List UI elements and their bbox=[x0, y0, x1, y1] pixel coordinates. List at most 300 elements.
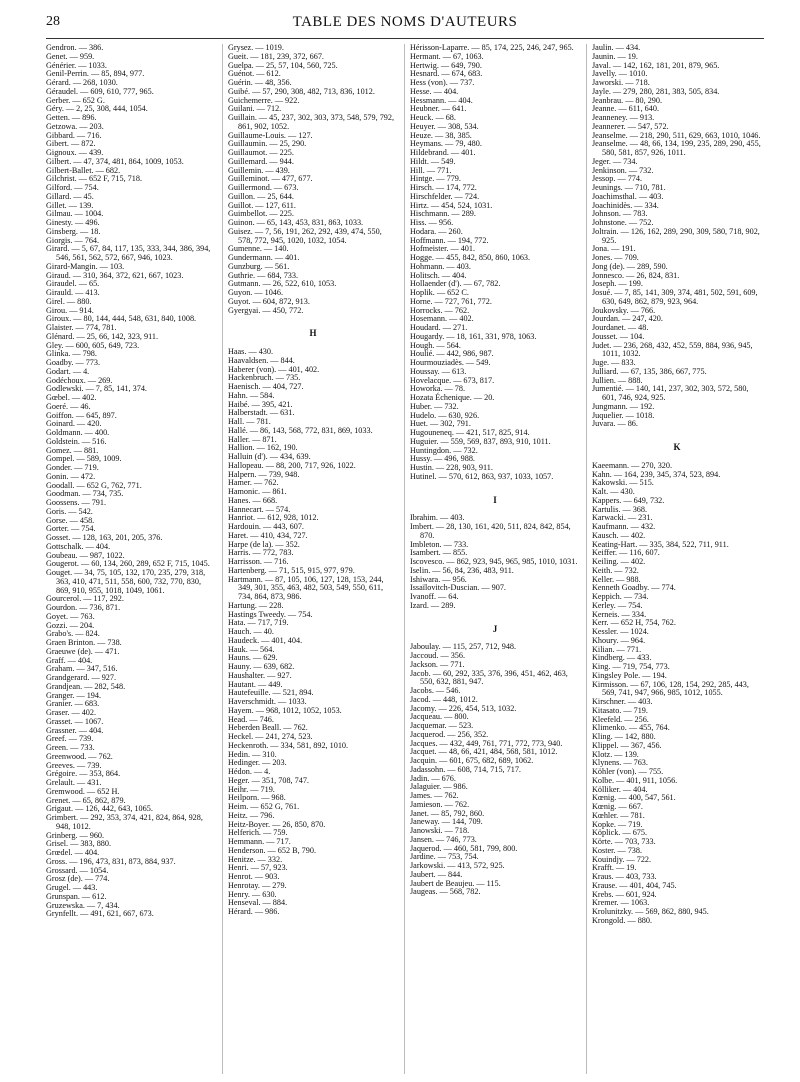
index-entry: Gilmau. — 1004. bbox=[46, 209, 104, 219]
index-entry: Hayem. — 968, 1012, 1052, 1053. bbox=[228, 705, 342, 715]
index-entry: Jeger. — 734. bbox=[592, 156, 638, 166]
index-entry: Hautant. — 449. bbox=[228, 679, 283, 689]
column-divider bbox=[404, 44, 405, 1074]
index-entry: Hosemann. — 402. bbox=[410, 314, 474, 324]
index-entry: Hussy. — 496, 988. bbox=[410, 454, 475, 464]
index-entry: Kerr. — 652 H, 754, 762. bbox=[592, 618, 676, 628]
index-entry: Heckel. — 241, 274, 523. bbox=[228, 732, 313, 741]
index-entry: Guilleminot. — 477, 677. bbox=[228, 174, 313, 184]
index-entry: Jalaguier. — 986. bbox=[410, 782, 468, 792]
index-entry: Kling. — 142, 880. bbox=[592, 732, 656, 741]
index-entry: Grynfellt. — 491, 621, 667, 673. bbox=[46, 909, 154, 919]
column-divider bbox=[222, 44, 223, 1074]
index-entry: Jadin. — 676. bbox=[410, 773, 456, 783]
index-entry: Jacquemar. — 523. bbox=[410, 721, 474, 730]
index-entry: Kœnig. — 400, 547, 561. bbox=[592, 793, 676, 803]
index-entry: Goodall. — 652 G, 762, 771. bbox=[46, 480, 142, 490]
index-entry: Gross. — 196, 473, 831, 873, 884, 937. bbox=[46, 856, 176, 866]
index-entry: Krafft. — 19. bbox=[592, 863, 637, 873]
index-entry: Giraudel. — 65. bbox=[46, 279, 100, 289]
index-entry: Heymans. — 79, 480. bbox=[410, 139, 482, 149]
index-entry: Guillemard. — 944. bbox=[228, 156, 294, 166]
index-entry: Hamer. — 762. bbox=[228, 478, 279, 488]
index-entry: Guyon. — 1046. bbox=[228, 288, 284, 297]
page-title: TABLE DES NOMS D'AUTEURS bbox=[292, 14, 518, 30]
index-entry: Grenet. — 65, 862, 879. bbox=[46, 795, 126, 805]
index-entry: Guthrie. — 684, 733. bbox=[228, 270, 299, 280]
index-entry: Hertwig. — 649, 790. bbox=[410, 60, 482, 70]
index-entry: Goris. — 542. bbox=[46, 506, 93, 516]
index-entry: Krolunitzky. — 569, 862, 880, 945. bbox=[592, 907, 709, 916]
index-entry: Hall. — 781. bbox=[228, 417, 271, 426]
index-entry: Glénard. — 25, 66, 142, 323, 911. bbox=[46, 331, 159, 341]
index-entry: Jumentié. — 140, 141, 237, 302, 303, 572, 580, 601, 746, 924, 925. bbox=[592, 384, 749, 402]
index-entry: Grœdel. — 404. bbox=[46, 848, 100, 857]
index-entry: Gomez. — 881. bbox=[46, 445, 99, 455]
index-entry: Grandjean. — 282, 548. bbox=[46, 681, 126, 691]
index-entry: Grelault. — 431. bbox=[46, 778, 102, 787]
index-entry: Hoplik. — 652 C. bbox=[410, 288, 469, 297]
index-entry: Gorse. — 458. bbox=[46, 515, 95, 525]
index-entry: Heger. — 351, 708, 747. bbox=[228, 775, 309, 785]
index-entry: Jarkowski. — 413, 572, 925. bbox=[410, 861, 505, 870]
index-entry: Goiffon. — 645, 897. bbox=[46, 410, 117, 420]
index-entry: Isambert. — 855. bbox=[410, 548, 468, 558]
index-entry: Kouindjy. — 722. bbox=[592, 854, 652, 864]
index-entry: Heckenroth. — 334, 581, 892, 1010. bbox=[228, 740, 349, 750]
index-entry: Jacquerod. — 256, 352. bbox=[410, 729, 489, 739]
index-entry: Ginesty. — 496. bbox=[46, 218, 100, 227]
index-entry: Jacques. — 432, 449, 761, 771, 772, 773, 940. bbox=[410, 738, 563, 748]
index-entry: Harrisson. — 716. bbox=[228, 557, 289, 566]
index-entry: Jeanselme. — 218, 290, 511, 629, 663, 1010, 1046. bbox=[592, 130, 761, 140]
index-entry: Gonder. — 719. bbox=[46, 463, 99, 472]
index-entry: Guillaume-Louis. — 127. bbox=[228, 130, 313, 140]
index-entry: Jeanneney. — 913. bbox=[592, 113, 655, 122]
index-entry: Hogge. — 455, 842, 850, 860, 1063. bbox=[410, 253, 531, 262]
index-entry: Juvara. — 86. bbox=[592, 419, 638, 429]
index-entry: Gottschalk. — 404. bbox=[46, 541, 111, 551]
section-letter: I bbox=[493, 494, 497, 505]
index-entry: Jacquet. — 48, 66, 421, 484, 568, 581, 1012. bbox=[410, 747, 558, 757]
index-entry: James. — 762. bbox=[410, 791, 459, 800]
index-entry: Henry. — 630. bbox=[228, 889, 277, 899]
index-entry: Kerley. — 754. bbox=[592, 600, 643, 610]
index-entry: Hartmann. — 87, 105, 106, 127, 128, 153, 244, 349, 301, 355, 463, 482, 503, 549, 550, 611, 734, 864, 873, 986. bbox=[228, 574, 384, 601]
index-entry: Hérisson-Laparre. — 85, 174, 225, 246, 247, 965. bbox=[410, 44, 574, 52]
index-entry: Jaugeas. — 568, 782. bbox=[410, 887, 481, 897]
index-entry: Hessmann. — 404. bbox=[410, 95, 473, 105]
index-entry: Grasset. — 1067. bbox=[46, 716, 104, 726]
index-entry: Keller. — 988. bbox=[592, 574, 641, 584]
index-entry: Hill. — 771. bbox=[410, 165, 452, 175]
index-entry: Judet. — 236, 268, 432, 452, 559, 884, 936, 945, 1011, 1032. bbox=[592, 340, 753, 359]
index-entry: Gillard. — 45. bbox=[46, 191, 94, 201]
index-entry: Géry. — 2, 25, 308, 444, 1054. bbox=[46, 104, 148, 114]
index-entry: Hischmann. — 289. bbox=[410, 209, 476, 219]
section-letter: H bbox=[309, 328, 317, 339]
index-entry: Hahn. — 584. bbox=[228, 390, 275, 400]
index-entry: Jourdanet. — 48. bbox=[592, 323, 649, 332]
index-entry: Jaubert de Beaujeu. — 115. bbox=[410, 878, 501, 888]
index-entry: Kremer. — 1063. bbox=[592, 898, 650, 908]
index-entry: Hesnard. — 674, 683. bbox=[410, 69, 483, 79]
index-entry: Gueit. — 181, 239, 372, 667. bbox=[228, 51, 324, 61]
index-entry: Head. — 746. bbox=[228, 714, 274, 724]
index-entry: Holitsch. — 404. bbox=[410, 270, 467, 280]
index-entry: Hermant. — 67, 1063. bbox=[410, 51, 484, 61]
index-entry: Graham. — 347, 516. bbox=[46, 664, 118, 674]
index-entry: Kessler. — 1024. bbox=[592, 627, 649, 636]
index-entry: Girauld. — 413. bbox=[46, 288, 100, 297]
index-entry: Huet. — 302, 791. bbox=[410, 419, 471, 429]
index-entry: Guillot. — 127, 611. bbox=[228, 200, 296, 210]
index-entry: Huber. — 732. bbox=[410, 401, 459, 411]
index-entry: Halpern. — 739, 948. bbox=[228, 469, 300, 479]
index-entry: Jeanne. — 611, 640. bbox=[592, 104, 660, 114]
index-entry: Gilbert. — 47, 374, 481, 864, 1009, 1053. bbox=[46, 156, 184, 166]
index-entry: Klippel. — 367, 456. bbox=[592, 740, 662, 750]
index-entry: Hirsch. — 174, 772. bbox=[410, 183, 477, 192]
index-entry: Hudelo. — 630, 926. bbox=[410, 410, 480, 420]
index-entry: Kaufmann. — 432. bbox=[592, 522, 656, 531]
index-entry: Heilporn. — 968. bbox=[228, 793, 286, 803]
index-entry: Keppich. — 734. bbox=[592, 592, 649, 601]
index-entry: Köhler (von). — 755. bbox=[592, 767, 664, 776]
index-entry: Hough. — 564. bbox=[410, 340, 461, 350]
index-entry: Kaeemann. — 270, 320. bbox=[592, 460, 673, 470]
index-entry: Heuck. — 68. bbox=[410, 113, 456, 122]
index-entry: Issaïlovitch-Duscian. — 907. bbox=[410, 583, 506, 593]
index-entry: Haller. — 871. bbox=[228, 434, 277, 444]
index-entry: Graen Brinton. — 738. bbox=[46, 638, 122, 647]
index-entry: Guénot. — 612. bbox=[228, 69, 281, 79]
index-entry: Hemmann. — 717. bbox=[228, 837, 291, 846]
index-entry: Giroux. — 80, 144, 444, 548, 631, 840, 1008. bbox=[46, 314, 197, 324]
index-entry: Hata. — 717, 719. bbox=[228, 618, 289, 628]
index-entry: Girel. — 880. bbox=[46, 296, 92, 306]
index-entry: Josué. — 7, 85, 141, 309, 374, 481, 502, 591, 609, 630, 649, 862, 879, 923, 964. bbox=[592, 288, 758, 306]
index-entry: Graser. — 402. bbox=[46, 708, 97, 717]
index-entry: Halluin (d'). — 434, 639. bbox=[228, 452, 311, 461]
index-entry: Gourcerol. — 117, 292. bbox=[46, 594, 124, 604]
index-entry: Hauch. — 40. bbox=[228, 627, 274, 636]
index-entry: Jeanbrau. — 80, 290. bbox=[592, 95, 663, 105]
page-number: 28 bbox=[46, 14, 60, 29]
index-entry: Goldmann. — 400. bbox=[46, 428, 110, 437]
index-entry: Hallopeau. — 88, 200, 717, 926, 1022. bbox=[228, 460, 356, 470]
index-entry: Kolbe. — 401, 911, 1056. bbox=[592, 775, 678, 785]
index-entry: Kœnig. — 667. bbox=[592, 802, 643, 811]
index-entry: Hougardy. — 18, 161, 331, 978, 1063. bbox=[410, 331, 537, 341]
index-entry: Hedin. — 310. bbox=[228, 749, 277, 759]
index-entry: Heuyer. — 308, 534. bbox=[410, 121, 479, 131]
index-entry: Guérin. — 48, 356. bbox=[228, 78, 292, 87]
index-entry: Hugouneneq. — 421, 517, 825, 914. bbox=[410, 428, 530, 437]
index-entry: Guimbellot. — 225. bbox=[228, 209, 294, 219]
index-entry: Jardine. — 753, 754. bbox=[410, 852, 479, 862]
index-entry: Gremwood. — 652 H. bbox=[46, 786, 120, 796]
index-entry: Heberden Beall. — 762. bbox=[228, 723, 308, 733]
index-entry: Guillain. — 45, 237, 302, 303, 373, 548, 579, 792, 861, 902, 1052. bbox=[228, 113, 395, 131]
index-entry: Goinard. — 420. bbox=[46, 419, 102, 429]
index-column-2 bbox=[228, 44, 398, 1074]
index-entry: Imbleton. — 733. bbox=[410, 539, 469, 549]
index-entry: Janet. — 85, 792, 860. bbox=[410, 808, 485, 818]
index-entry: Genet. — 959. bbox=[46, 51, 95, 61]
index-entry: Girard-Mangin. — 103. bbox=[46, 261, 125, 271]
index-entry: Getten. — 896. bbox=[46, 113, 97, 122]
index-entry: Gilford. — 754. bbox=[46, 183, 99, 192]
index-entry: Girard. — 5, 67, 84, 117, 135, 333, 344, 386, 394, 546, 561, 562, 572, 667, 946, 1023. bbox=[46, 244, 211, 262]
index-entry: Haverschmidt. — 1033. bbox=[228, 697, 307, 706]
index-entry: Joachinidès. — 334. bbox=[592, 200, 659, 210]
index-entry: Hiss. — 956. bbox=[410, 218, 454, 227]
index-entry: Jacob. — 60, 292, 335, 376, 396, 451, 462, 463, 550, 632, 881, 947. bbox=[410, 668, 568, 687]
index-entry: Howorka. — 78. bbox=[410, 384, 466, 394]
index-entry: Kappers. — 649, 732. bbox=[592, 495, 665, 505]
index-entry: Ginsberg. — 18. bbox=[46, 226, 101, 236]
index-entry: Grunspan. — 612. bbox=[46, 891, 107, 901]
index-entry: Gérard. — 268, 1030. bbox=[46, 78, 118, 87]
index-entry: Horne. — 727, 761, 772. bbox=[410, 296, 492, 306]
index-entry: Köplick. — 675. bbox=[592, 828, 648, 838]
index-entry: Jones. — 709. bbox=[592, 253, 639, 262]
index-entry: Grassner. — 404. bbox=[46, 725, 104, 735]
index-entry: Kenneth Goadby. — 774. bbox=[592, 583, 676, 593]
index-entry: Klimenko. — 455, 764. bbox=[592, 723, 670, 733]
index-entry: Greef. — 739. bbox=[46, 734, 94, 744]
index-entry: Heitz. — 796. bbox=[228, 810, 275, 820]
index-entry: Ibrahim. — 403. bbox=[410, 513, 465, 523]
index-entry: Grimbert. — 292, 353, 374, 421, 824, 864, 928, 948, 1012. bbox=[46, 813, 203, 831]
index-entry: Grosz (de). — 774. bbox=[46, 874, 110, 884]
index-entry: Haibé. — 395, 421. bbox=[228, 399, 293, 409]
section-letter: J bbox=[492, 623, 498, 634]
index-entry: Jungmann. — 192. bbox=[592, 401, 655, 411]
index-entry: Godlewski. — 7, 85, 141, 374. bbox=[46, 384, 147, 394]
index-entry: Goldstein. — 516. bbox=[46, 436, 107, 446]
index-entry: Guillaumin. — 25, 290. bbox=[228, 139, 307, 149]
index-entry: Goadby. — 773. bbox=[46, 358, 101, 367]
index-entry: Hutinel. — 570, 612, 863, 937, 1033, 1057. bbox=[410, 471, 554, 481]
index-entry: Gley. — 600, 605, 649, 723. bbox=[46, 340, 140, 350]
index-entry: Gunzburg. — 561. bbox=[228, 261, 290, 271]
index-entry: Jousset. — 104. bbox=[592, 331, 645, 341]
index-entry: Gorter. — 754. bbox=[46, 524, 96, 534]
index-entry: Joseph. — 199. bbox=[592, 279, 643, 289]
index-entry: Hanes. — 668. bbox=[228, 495, 278, 505]
index-entry: Guyot. — 604, 872, 913. bbox=[228, 296, 310, 306]
index-entry: Guillermond. — 673. bbox=[228, 183, 299, 192]
index-entry: Jourdan. — 247, 420. bbox=[592, 314, 663, 324]
index-entry: Grigaut. — 126, 442, 643, 1065. bbox=[46, 804, 153, 814]
index-entry: Hintge. — 779. bbox=[410, 174, 461, 184]
index-entry: Jacomy. — 226, 454, 513, 1032. bbox=[410, 703, 517, 713]
index-entry: Hamonic. — 861. bbox=[228, 487, 287, 496]
index-entry: Horrocks. — 762. bbox=[410, 305, 470, 315]
index-entry: Jaworski. — 718. bbox=[592, 78, 650, 87]
index-entry: Guilani. — 712. bbox=[228, 104, 282, 114]
index-entry: Johnson. — 783. bbox=[592, 209, 648, 219]
index-entry: Hirtz. — 454, 524, 1031. bbox=[410, 200, 493, 210]
index-entry: Hozata Échenique. — 20. bbox=[410, 393, 495, 402]
index-entry: Grisel. — 383, 880. bbox=[46, 839, 112, 849]
index-entry: Hartenberg. — 71, 515, 915, 977, 979. bbox=[228, 565, 355, 575]
index-entry: Houdard. — 271. bbox=[410, 323, 468, 332]
index-entry: Haudeck. — 401, 404. bbox=[228, 635, 303, 645]
index-entry: Heubner. — 641. bbox=[410, 104, 467, 114]
index-entry: Hastings Tweedy. — 754. bbox=[228, 609, 313, 619]
index-entry: Getzowa. — 203. bbox=[46, 121, 104, 131]
index-entry: Kirmisson. — 67, 106, 128, 154, 292, 285, 443, 569, 741, 947, 966, 985, 1012, 1055. bbox=[592, 679, 749, 698]
index-columns bbox=[46, 44, 764, 1074]
index-entry: Gillet. — 139. bbox=[46, 200, 94, 210]
index-entry: Huntingdon. — 732. bbox=[410, 445, 478, 455]
index-entry: Janowski. — 718. bbox=[410, 826, 470, 835]
index-entry: Gundermann. — 401. bbox=[228, 253, 300, 262]
index-entry: Hauk. — 564. bbox=[228, 644, 275, 654]
index-entry: Guillon. — 25, 644. bbox=[228, 191, 294, 201]
index-entry: Jessop. — 774. bbox=[592, 174, 643, 184]
index-entry: Kitasato. — 719. bbox=[592, 705, 648, 715]
index-entry: Gourdon. — 736, 871. bbox=[46, 603, 121, 612]
index-entry: Guelpa. — 25, 57, 104, 560, 725. bbox=[228, 60, 338, 70]
index-entry: Javal. — 142, 162, 181, 201, 879, 965. bbox=[592, 60, 720, 70]
index-entry: Jacquin. — 601, 675, 682, 689, 1062. bbox=[410, 756, 534, 765]
index-entry: Hallé. — 86, 143, 568, 772, 831, 869, 1033. bbox=[228, 425, 373, 435]
index-entry: Hildebrand. — 401. bbox=[410, 148, 476, 157]
index-entry: Glaister. — 774, 781. bbox=[46, 323, 117, 332]
index-entry: Gruzewska. — 7, 434. bbox=[46, 900, 120, 910]
index-entry: Heuze. — 38, 385. bbox=[410, 130, 472, 140]
index-entry: Jamieson. — 762. bbox=[410, 799, 470, 809]
index-entry: Guinon. — 65, 143, 453, 831, 863, 1033. bbox=[228, 218, 364, 227]
index-entry: Hirschfelder. — 724. bbox=[410, 191, 480, 201]
index-entry: Gozzi. — 204. bbox=[46, 620, 95, 630]
index-entry: Haenisch. — 404, 727. bbox=[228, 382, 304, 391]
index-entry: Grinberg. — 960. bbox=[46, 830, 105, 840]
index-entry: Ishiwara. — 956. bbox=[410, 574, 467, 584]
index-entry: Jansen. — 746, 773. bbox=[410, 834, 477, 844]
index-entry: Guillemin. — 439. bbox=[228, 165, 290, 175]
index-entry: Krongold. — 880. bbox=[592, 915, 653, 925]
index-entry: Henderson. — 652 B, 790. bbox=[228, 845, 317, 855]
index-entry: Jaccoud. — 356. bbox=[410, 651, 466, 660]
index-entry: Hartung. — 228. bbox=[228, 600, 284, 610]
index-entry: Gumenne. — 140. bbox=[228, 244, 289, 254]
index-entry: Juquelier. — 1018. bbox=[592, 410, 655, 420]
index-entry: Heihr. — 719. bbox=[228, 784, 275, 794]
index-entry: Kalt. — 430. bbox=[592, 487, 635, 496]
index-entry: Grabo's. — 824. bbox=[46, 629, 100, 639]
index-entry: Grandgerard. — 927. bbox=[46, 673, 117, 682]
index-entry: Huguier. — 559, 569, 837, 893, 910, 1011. bbox=[410, 436, 551, 446]
page-header bbox=[46, 14, 764, 36]
index-entry: Gilbert-Ballet. — 682. bbox=[46, 165, 121, 175]
index-entry: Hofmeister. — 401. bbox=[410, 244, 476, 254]
index-entry: Henseval. — 884. bbox=[228, 898, 288, 908]
index-entry: Girou. — 914. bbox=[46, 305, 94, 315]
index-entry: Hess (von). — 737. bbox=[410, 78, 475, 87]
index-entry: Jaulin. — 434. bbox=[592, 44, 641, 52]
index-entry: Klynens. — 763. bbox=[592, 758, 648, 768]
index-entry: Gignoux. — 439. bbox=[46, 148, 104, 157]
index-entry: Klotz. — 139. bbox=[592, 749, 639, 759]
index-entry: Guichemerre. — 922. bbox=[228, 95, 300, 105]
index-entry: Kakowski. — 515. bbox=[592, 478, 654, 488]
index-entry: Haas. — 430. bbox=[228, 347, 274, 356]
index-entry: Hohmann. — 403. bbox=[410, 261, 471, 271]
index-entry: Helferich. — 759. bbox=[228, 828, 288, 838]
index-entry: Jaubert. — 844. bbox=[410, 869, 463, 879]
index-entry: Kausch. — 402. bbox=[592, 530, 646, 540]
index-entry: Hoffmann. — 194, 772. bbox=[410, 235, 489, 245]
index-entry: Jaquerod. — 460, 581, 799, 800. bbox=[410, 843, 518, 853]
index-entry: Khoury. — 964. bbox=[592, 635, 646, 645]
index-entry: Gendron. — 386. bbox=[46, 44, 104, 52]
index-entry: Jaboulay. — 115, 257, 712, 948. bbox=[410, 642, 517, 652]
index-column-1 bbox=[46, 44, 216, 1074]
index-entry: Imbert. — 28, 130, 161, 420, 511, 824, 842, 854, 870. bbox=[410, 522, 571, 540]
index-entry: Hanriot. — 612, 928, 1012. bbox=[228, 513, 319, 523]
index-entry: Johnstone. — 752. bbox=[592, 218, 654, 227]
index-entry: Iselin. — 56, 84, 236, 483, 911. bbox=[410, 565, 514, 575]
index-entry: Kartulis. — 368. bbox=[592, 504, 648, 514]
index-entry: Julliard. — 67, 135, 386, 667, 775. bbox=[592, 366, 707, 376]
index-entry: Graeuwe (de). — 471. bbox=[46, 646, 120, 656]
index-entry: Hautefeuille. — 521, 894. bbox=[228, 688, 314, 698]
index-entry: Géraudel. — 609, 610, 777, 965. bbox=[46, 86, 154, 96]
index-entry: Krause. — 401, 404, 745. bbox=[592, 880, 677, 890]
index-entry: Jong (de). — 289, 590. bbox=[592, 261, 668, 271]
index-entry: Granier. — 683. bbox=[46, 699, 100, 709]
index-entry: Hardouin. — 443, 607. bbox=[228, 522, 304, 531]
index-entry: Guisez. — 7, 56, 191, 262, 292, 439, 474, 550, 578, 772, 945, 1020, 1032, 1054. bbox=[228, 226, 382, 245]
index-entry: Genil-Perrin. — 85, 894, 977. bbox=[46, 69, 145, 79]
index-entry: Hackenbruch. — 735. bbox=[228, 373, 301, 383]
index-entry: Keiling. — 402. bbox=[592, 557, 646, 566]
index-entry: Hourmouziadès. — 549. bbox=[410, 358, 491, 367]
index-entry: Kraus. — 403, 733. bbox=[592, 872, 657, 881]
index-entry: Greeves. — 739. bbox=[46, 760, 102, 770]
index-entry: Gœbel. — 402. bbox=[46, 393, 97, 402]
index-entry: Jonnesco. — 26, 824, 831. bbox=[592, 270, 680, 280]
index-entry: Javelly. — 1010. bbox=[592, 69, 648, 79]
index-column-4 bbox=[592, 44, 762, 1074]
index-entry: Körte. — 703, 733. bbox=[592, 837, 656, 846]
index-entry: Henri. — 57, 923. bbox=[228, 863, 288, 873]
header-rule bbox=[46, 38, 764, 39]
index-entry: Jaunin. — 19. bbox=[592, 51, 638, 61]
index-entry: Hédon. — 4. bbox=[228, 767, 271, 776]
index-entry: Joukovsky. — 766. bbox=[592, 305, 656, 315]
index-entry: Henitze. — 332. bbox=[228, 854, 283, 864]
index-entry: Haret. — 410, 434, 727. bbox=[228, 530, 308, 540]
index-entry: Godéchoux. — 269. bbox=[46, 375, 113, 385]
index-entry: Hérard. — 986. bbox=[228, 907, 280, 916]
index-entry: Krebs. — 601, 924. bbox=[592, 889, 657, 899]
index-entry: Keith. — 732. bbox=[592, 565, 639, 575]
index-entry: Jadassohn. — 608, 714, 715, 717. bbox=[410, 764, 521, 774]
index-entry: Izard. — 289. bbox=[410, 600, 456, 610]
index-entry: Gompel. — 589, 1009. bbox=[46, 454, 122, 464]
index-entry: Hodara. — 260. bbox=[410, 226, 463, 236]
index-entry: Hustin. — 228, 903, 911. bbox=[410, 463, 493, 472]
index-entry: Joltrain. — 126, 162, 289, 290, 309, 580, 718, 902, 925. bbox=[592, 226, 760, 245]
index-entry: Haushalter. — 927. bbox=[228, 670, 292, 680]
index-entry: Houlié. — 442, 986, 987. bbox=[410, 349, 494, 359]
